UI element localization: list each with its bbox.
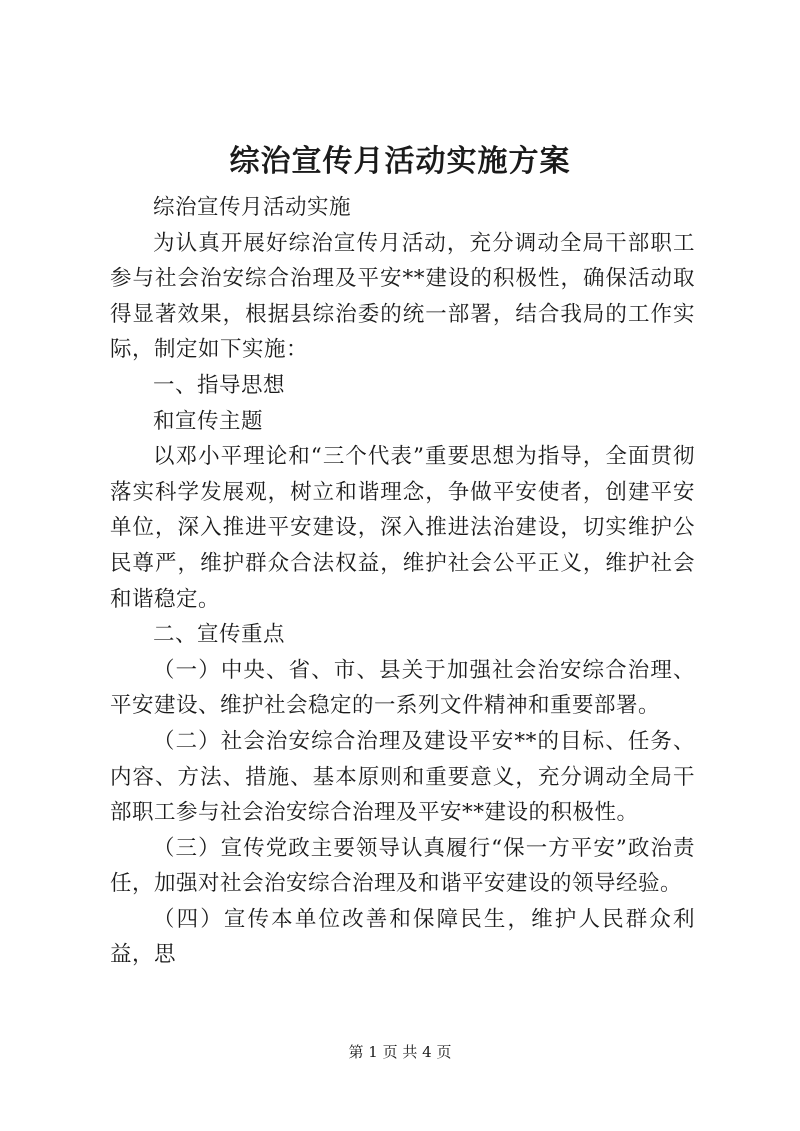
section-heading-guiding-thought: 一、指导思想 <box>153 372 286 398</box>
paragraph-focus-2: （二）社会治安综合治理及建设平安**的目标、任务、内容、方法、措施、基本原则和重要意义，充分调动全局干部职工参与社会治安综合治理及平安**建设的积极性。 <box>110 728 695 826</box>
paragraph-focus-3: （三）宣传党政主要领导认真履行“保一方平安”政治责任，加强对社会治安综合治理及和谐平安建设的领导经验。 <box>110 835 695 897</box>
document-body <box>110 190 695 973</box>
page-number-footer: 第 1 页 共 4 页 <box>348 1043 452 1061</box>
section-heading-focus: 二、宣传重点 <box>153 622 286 648</box>
paragraph-intro: 为认真开展好综治宣传月活动，充分调动全局干部职工参与社会治安综合治理及平安**建设的积极性，确保活动取得显著效果，根据县综治委的统一部署，结合我局的工作实际，制定如下实施： <box>110 230 695 363</box>
paragraph-guiding-thought: 以邓小平理论和“三个代表”重要思想为指导，全面贯彻落实科学发展观，树立和谐理念，争做平安使者，创建平安单位，深入推进平安建设，深入推进法治建设，切实维护公民尊严，维护群众合法权益，维护社会公平正义，维护社会和谐稳定。 <box>110 444 695 612</box>
paragraph-focus-4: （四）宣传本单位改善和保障民生，维护人民群众利益，思 <box>110 906 695 968</box>
paragraph-focus-1: （一）中央、省、市、县关于加强社会治安综合治理、平安建设、维护社会稳定的一系列文件精神和重要部署。 <box>110 657 695 719</box>
section-subheading-theme: 和宣传主题 <box>153 408 264 434</box>
paragraph-subtitle: 综治宣传月活动实施 <box>153 195 352 220</box>
document-title: 综治宣传月活动实施方案 <box>229 144 571 179</box>
